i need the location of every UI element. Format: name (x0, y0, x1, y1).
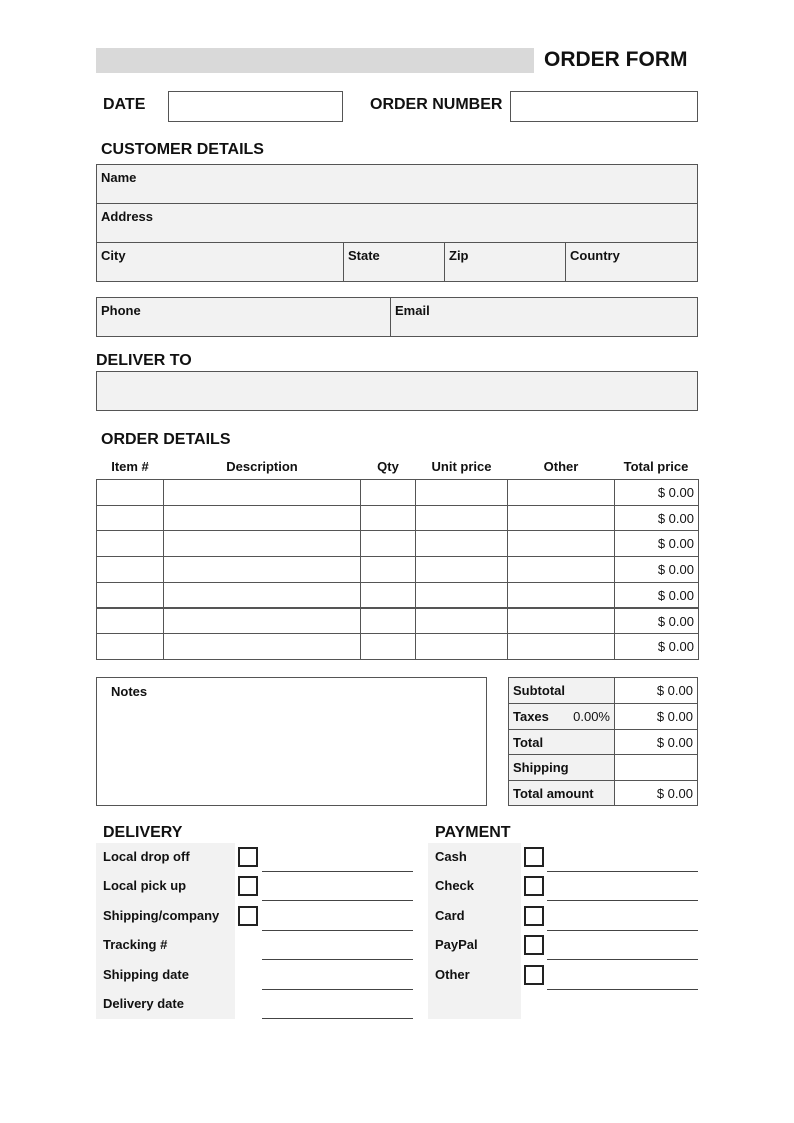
subtotal-value: $ 0.00 (614, 677, 698, 704)
col-qty: Qty (377, 459, 399, 474)
col-item: Item # (111, 459, 149, 474)
order-cell-other[interactable] (507, 505, 615, 532)
order-cell-qty[interactable] (360, 556, 416, 583)
notes-label: Notes (111, 684, 148, 699)
order-cell-qty[interactable] (360, 479, 416, 506)
delivery-checkbox[interactable] (238, 876, 258, 896)
order-cell-unit-price[interactable] (415, 556, 508, 583)
col-other: Other (543, 459, 579, 474)
order-cell-qty[interactable] (360, 582, 416, 609)
total-value: $ 0.00 (614, 729, 698, 755)
tax-rate[interactable]: 0.00% (573, 709, 610, 724)
shipping-label: Shipping (508, 754, 615, 781)
order-cell-unit-price[interactable] (415, 582, 508, 609)
payment-option-label: Card (435, 908, 465, 923)
delivery-option-label: Local drop off (103, 849, 190, 864)
page-title: ORDER FORM (544, 48, 688, 71)
order-cell-item[interactable] (96, 633, 164, 660)
payment-entry-line[interactable] (547, 989, 698, 990)
order-cell-qty[interactable] (360, 608, 416, 635)
total-amount-label: Total amount (508, 780, 615, 806)
order-cell-other[interactable] (507, 608, 615, 635)
payment-option-label: Check (435, 878, 475, 893)
delivery-option-label: Shipping/company (103, 908, 220, 923)
payment-option-label: Other (435, 967, 470, 982)
order-cell-unit-price[interactable] (415, 633, 508, 660)
date-field[interactable] (168, 91, 343, 122)
order-cell-total-price: $ 0.00 (614, 633, 699, 660)
order-cell-total-price: $ 0.00 (614, 505, 699, 532)
payment-entry-line[interactable] (547, 871, 698, 872)
total-label: Total (508, 729, 615, 755)
delivery-entry-line[interactable] (262, 900, 413, 901)
payment-entry-line[interactable] (547, 959, 698, 960)
order-number-label: ORDER NUMBER (370, 96, 503, 113)
col-unit-price: Unit price (431, 459, 492, 474)
delivery-entry-line[interactable] (262, 871, 413, 872)
order-cell-other[interactable] (507, 556, 615, 583)
order-cell-unit-price[interactable] (415, 505, 508, 532)
zip-field[interactable]: Zip (444, 242, 566, 282)
deliver-to-field[interactable] (96, 371, 698, 411)
order-cell-description[interactable] (163, 530, 361, 557)
order-cell-qty[interactable] (360, 530, 416, 557)
order-cell-description[interactable] (163, 505, 361, 532)
order-cell-unit-price[interactable] (415, 479, 508, 506)
payment-panel (428, 843, 521, 1019)
delivery-option-label: Delivery date (103, 996, 184, 1011)
address-field[interactable]: Address (96, 203, 698, 243)
order-cell-item[interactable] (96, 479, 164, 506)
payment-option-label: Cash (435, 849, 467, 864)
state-field[interactable]: State (343, 242, 445, 282)
total-amount-value: $ 0.00 (614, 780, 698, 806)
order-cell-description[interactable] (163, 556, 361, 583)
taxes-label (508, 703, 615, 730)
order-cell-total-price: $ 0.00 (614, 582, 699, 609)
order-cell-total-price: $ 0.00 (614, 530, 699, 557)
order-cell-item[interactable] (96, 556, 164, 583)
order-cell-item[interactable] (96, 505, 164, 532)
payment-checkbox[interactable] (524, 847, 544, 867)
delivery-heading: DELIVERY (103, 824, 183, 841)
order-cell-other[interactable] (507, 633, 615, 660)
order-cell-unit-price[interactable] (415, 530, 508, 557)
delivery-panel (96, 843, 235, 1019)
payment-heading: PAYMENT (435, 824, 511, 841)
order-cell-other[interactable] (507, 530, 615, 557)
country-field[interactable]: Country (565, 242, 698, 282)
order-cell-description[interactable] (163, 633, 361, 660)
col-total-price: Total price (623, 459, 689, 474)
col-description: Description (226, 459, 298, 474)
city-field[interactable]: City (96, 242, 344, 282)
payment-entry-line[interactable] (547, 930, 698, 931)
order-details-heading: ORDER DETAILS (101, 431, 231, 448)
taxes-label-text: Taxes (513, 709, 549, 724)
order-cell-item[interactable] (96, 530, 164, 557)
order-cell-description[interactable] (163, 608, 361, 635)
order-cell-qty[interactable] (360, 505, 416, 532)
order-cell-item[interactable] (96, 608, 164, 635)
delivery-entry-line[interactable] (262, 1018, 413, 1019)
order-cell-qty[interactable] (360, 633, 416, 660)
shipping-value[interactable] (614, 754, 698, 781)
payment-option-label: PayPal (435, 937, 478, 952)
order-cell-description[interactable] (163, 479, 361, 506)
date-label: DATE (103, 96, 146, 113)
delivery-entry-line[interactable] (262, 959, 413, 960)
delivery-option-label: Local pick up (103, 878, 187, 893)
payment-checkbox[interactable] (524, 906, 544, 926)
customer-details-heading: CUSTOMER DETAILS (101, 141, 264, 158)
taxes-value: $ 0.00 (614, 703, 698, 730)
delivery-checkbox[interactable] (238, 906, 258, 926)
payment-entry-line[interactable] (547, 900, 698, 901)
email-field[interactable]: Email (390, 297, 698, 337)
payment-checkbox[interactable] (524, 965, 544, 985)
notes-field[interactable] (96, 677, 487, 806)
name-field[interactable]: Name (96, 164, 698, 204)
order-cell-item[interactable] (96, 582, 164, 609)
deliver-to-heading: DELIVER TO (96, 352, 192, 369)
order-cell-description[interactable] (163, 582, 361, 609)
order-cell-other[interactable] (507, 582, 615, 609)
order-cell-other[interactable] (507, 479, 615, 506)
payment-checkbox[interactable] (524, 935, 544, 955)
delivery-entry-line[interactable] (262, 930, 413, 931)
delivery-checkbox[interactable] (238, 847, 258, 867)
order-cell-total-price: $ 0.00 (614, 608, 699, 635)
order-cell-unit-price[interactable] (415, 608, 508, 635)
payment-checkbox[interactable] (524, 876, 544, 896)
order-cell-total-price: $ 0.00 (614, 556, 699, 583)
delivery-option-label: Shipping date (103, 967, 189, 982)
order-number-field[interactable] (510, 91, 698, 122)
delivery-entry-line[interactable] (262, 989, 413, 990)
header-bar (96, 48, 534, 73)
subtotal-label: Subtotal (508, 677, 615, 704)
order-cell-total-price: $ 0.00 (614, 479, 699, 506)
delivery-option-label: Tracking # (103, 937, 168, 952)
phone-field[interactable]: Phone (96, 297, 391, 337)
